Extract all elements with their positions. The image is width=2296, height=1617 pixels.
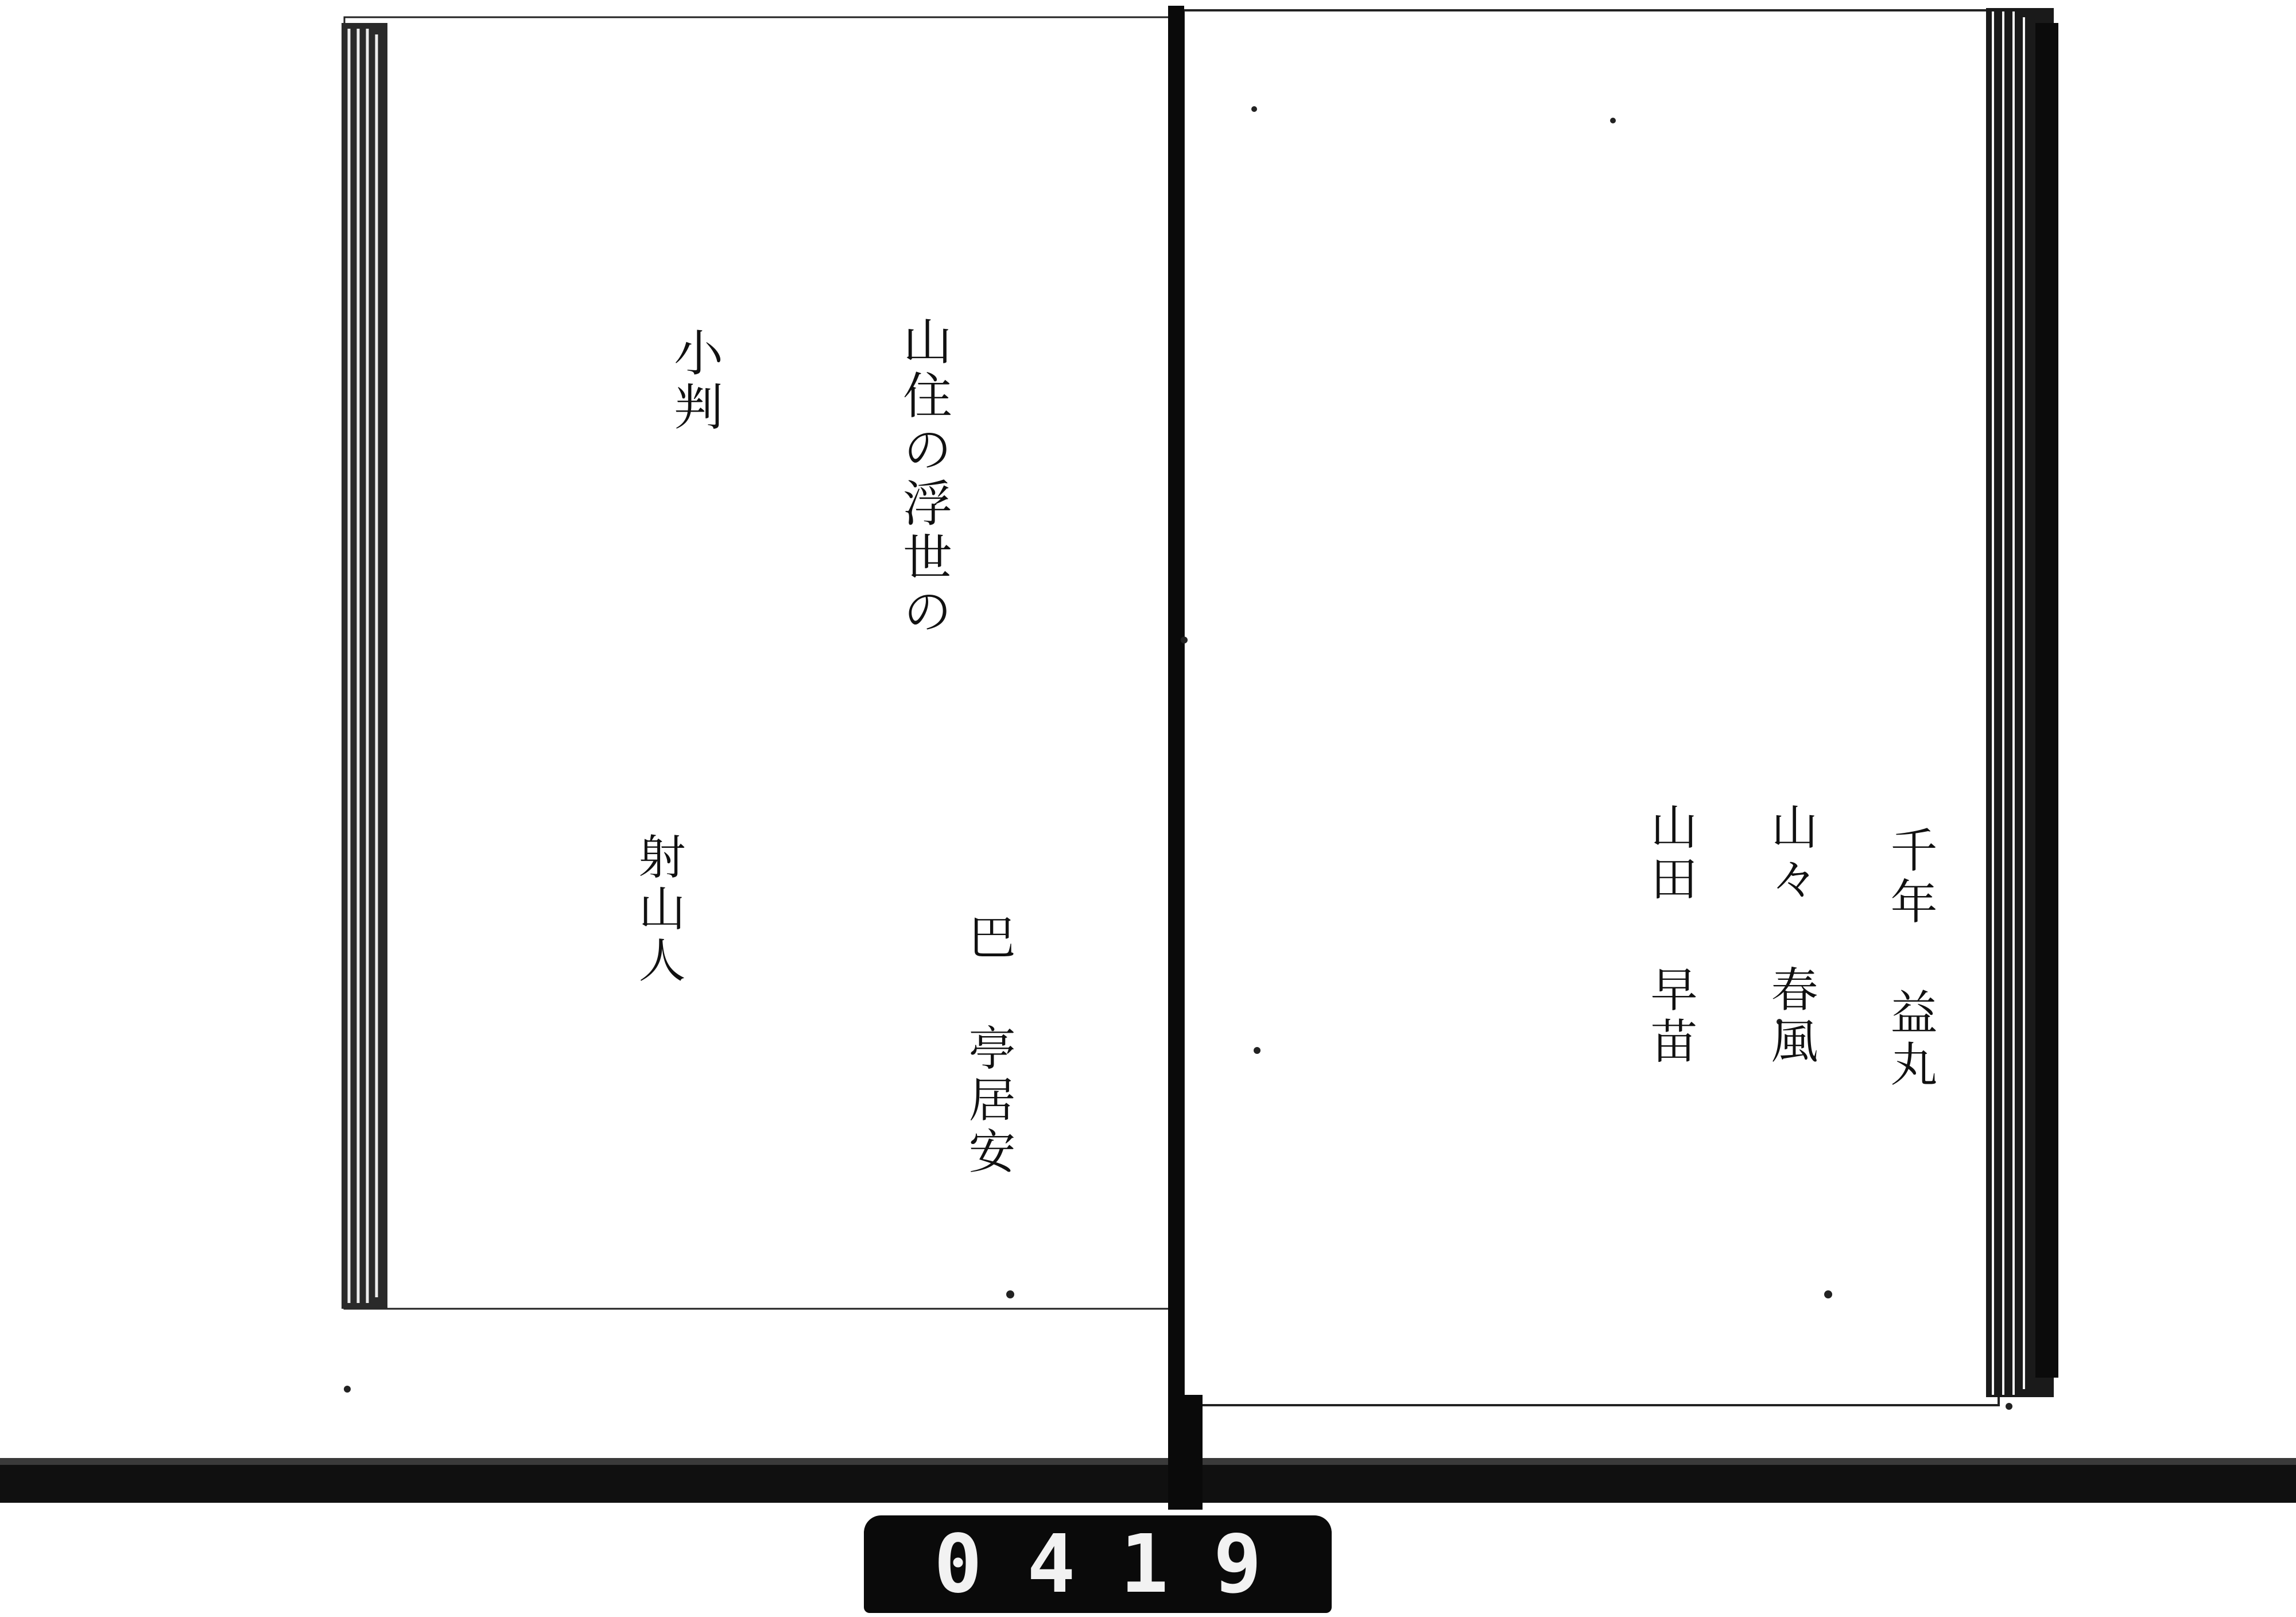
right-page (1184, 10, 1999, 1405)
left-page (344, 17, 1171, 1309)
right-page-column-4: 山々 春風 (1763, 802, 1818, 1068)
frame-digit-2: 4 (1027, 1517, 1076, 1611)
frame-digit-4: 9 (1213, 1517, 1262, 1611)
frame-number (864, 1517, 1332, 1611)
left-page-column-7: 小判 (665, 327, 723, 435)
left-page-column-3: 山住の浮世の (894, 316, 952, 639)
frame-digit-1: 0 (933, 1517, 983, 1611)
left-page-column-2: 巴 亭居安 (961, 913, 1015, 1178)
left-page-column-8: 射山人 (631, 832, 685, 987)
right-page-column-2: 千年 益丸 (1883, 825, 1937, 1091)
right-page-column-6: 山田 早苗 (1643, 802, 1697, 1068)
frame-digit-3: 1 (1120, 1517, 1169, 1611)
